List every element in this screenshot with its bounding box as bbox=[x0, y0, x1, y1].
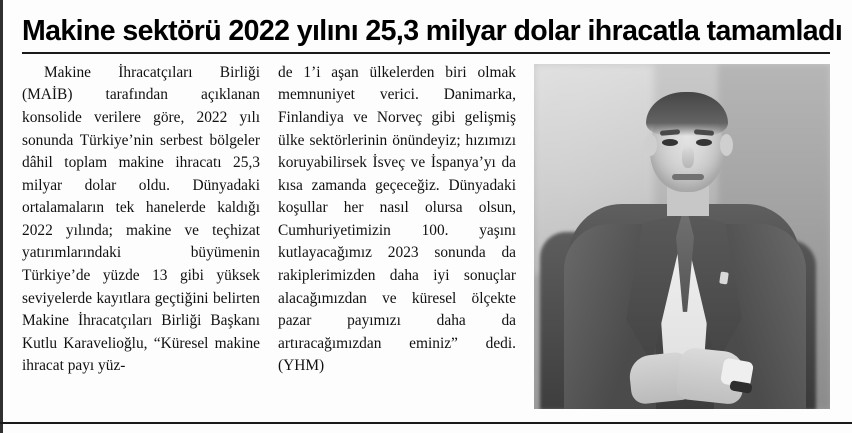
portrait-lapel-pin bbox=[719, 271, 729, 284]
portrait-eye-right bbox=[696, 139, 712, 146]
article-photo-container bbox=[534, 62, 830, 409]
portrait-ear-right bbox=[720, 134, 733, 156]
portrait-mouth bbox=[672, 174, 704, 180]
article-column-2 bbox=[278, 62, 516, 378]
page-bottom-divider bbox=[0, 422, 852, 424]
article-body bbox=[22, 62, 830, 409]
article-column-1 bbox=[22, 62, 260, 378]
column-2-text: de 1’i aşan ülkelerden biri olmak memnuniyet verici. Danimarka, Finlandiya ve Norveç gibi gelişmiş ülke sektörlerinin önündeyiz; hızımızı koruyabilirsek İsveç ve İspanya’yı da kısa zamanda geçeceğiz. Dünyadaki koşullar her nasıl olursa olsun, Cumhuriyetimizin 100. yaşını kutlayacağımız 2023 sonunda da rakiplerimizden daha iyi sonuçlar alacağımızdan ve küresel ölçekte pazar payımızı daha da artıracağımızdan eminiz” dedi. (YHM) bbox=[278, 63, 516, 375]
column-1-text: Makine İhracatçıları Birliği (MAİB) tarafından açıklanan konsolide verilere göre, 2022 yılı sonunda Türkiye’nin serbest bölgeler dâhil toplam makine ihracatı 25,3 milyar dolar oldu. Dünyadaki ortalamaların tek hanelerde kaldığı 2022 yılında; makine ve teçhizat yatırımlarındaki büyümenin Türkiye’de yüzde 13 gibi yüksek seviyelerde kayıtlara geçtiğini belirten Makine İhracatçıları Birliği Başkanı Kutlu Karavelioğlu, “Küresel makine ihracat payı yüz- bbox=[22, 63, 260, 375]
portrait-eye-left bbox=[662, 139, 678, 146]
headline-divider bbox=[22, 52, 830, 54]
page-left-border bbox=[0, 0, 3, 433]
article-photo bbox=[534, 64, 830, 409]
portrait-nose bbox=[682, 146, 694, 168]
portrait-ear-left bbox=[644, 134, 657, 156]
page-title: Makine sektörü 2022 yılını 25,3 milyar dolar ihracatla tamamladı bbox=[22, 15, 843, 47]
